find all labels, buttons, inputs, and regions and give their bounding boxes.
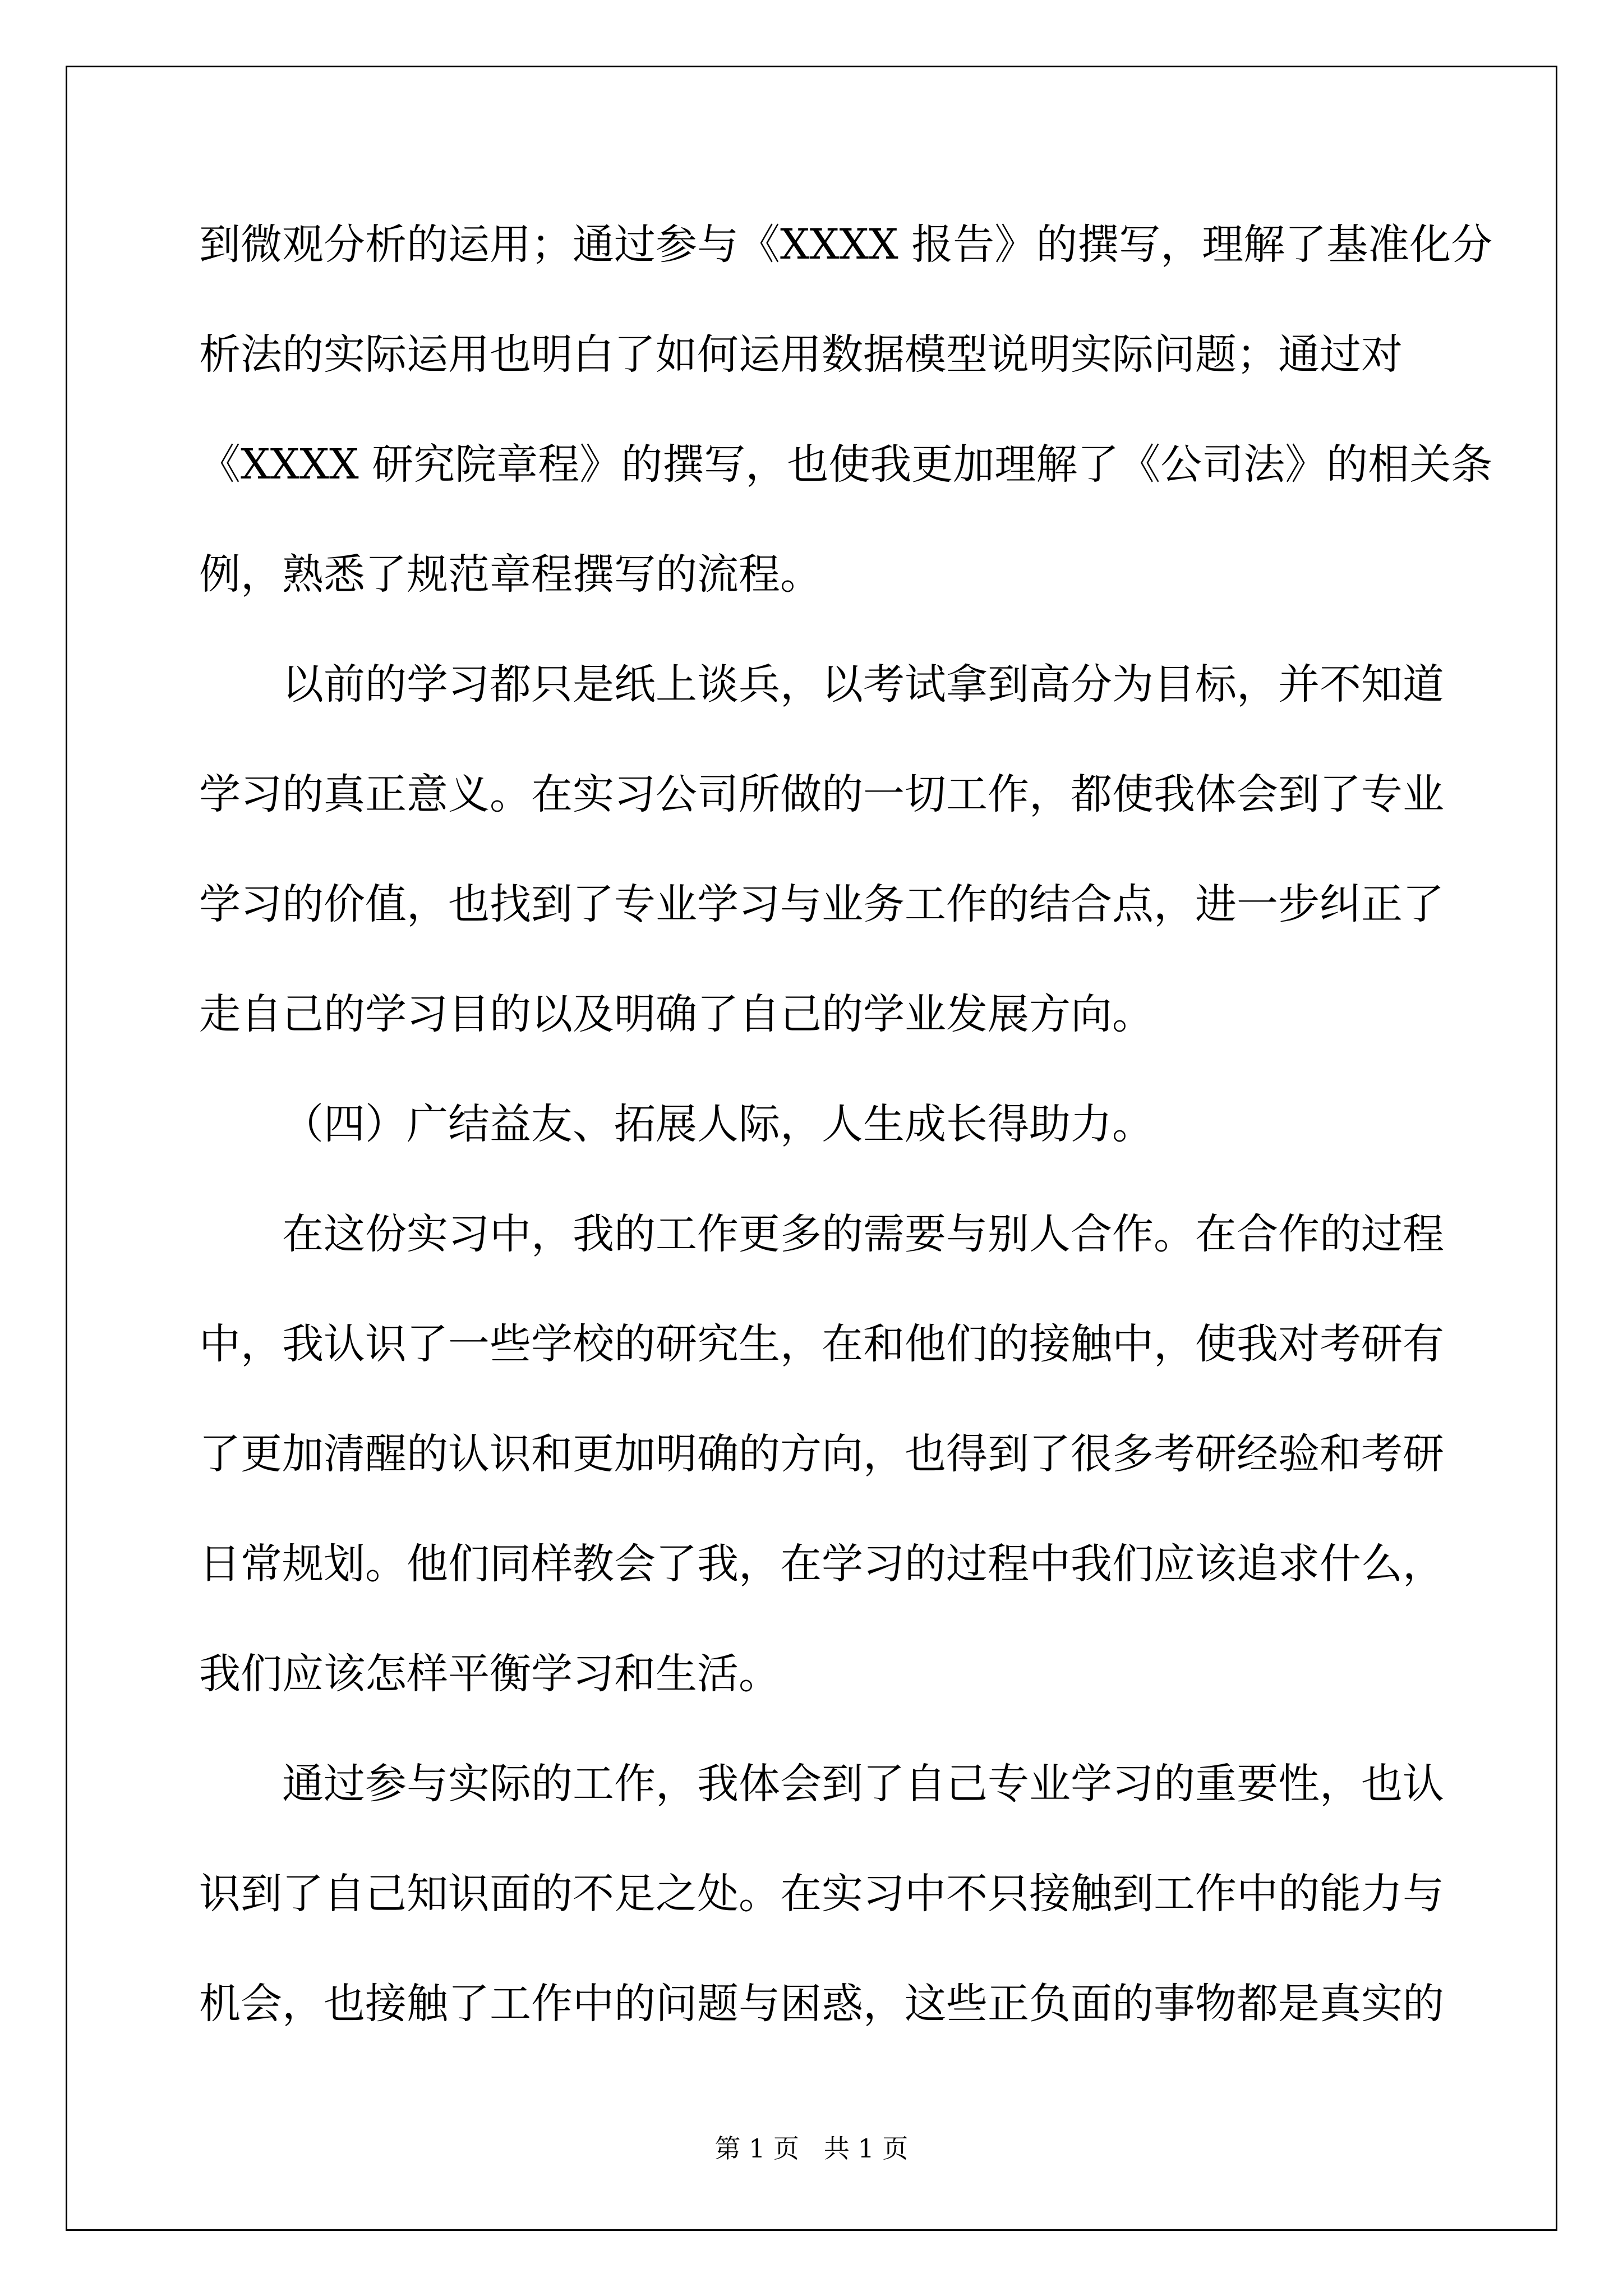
- text-line: 走自己的学习目的以及明确了自己的学业发展方向。: [199, 990, 1154, 1038]
- text-line: 通过参与实际的工作，我体会到了自己专业学习的重要性，也认: [282, 1760, 1444, 1808]
- text-line: （四）广结益友、拓展人际，人生成长得助力。: [282, 1100, 1154, 1148]
- page-footer: 第 1 页 共 1 页: [714, 2133, 909, 2164]
- text-line: 到微观分析的运用；通过参与《XXXX 报告》的撰写，理解了基准化分: [199, 220, 1493, 269]
- text-line: 了更加清醒的认识和更加明确的方向，也得到了很多考研经验和考研: [199, 1430, 1444, 1478]
- text-line: 以前的学习都只是纸上谈兵，以考试拿到高分为目标，并不知道: [282, 660, 1444, 708]
- text-line: 学习的价值，也找到了专业学习与业务工作的结合点，进一步纠正了: [199, 880, 1444, 928]
- text-line: 《XXXX 研究院章程》的撰写，也使我更加理解了《公司法》的相关条: [199, 440, 1493, 489]
- text-line: 日常规划。他们同样教会了我，在学习的过程中我们应该追求什么，: [199, 1540, 1444, 1588]
- text-line: 在这份实习中，我的工作更多的需要与别人合作。在合作的过程: [282, 1210, 1444, 1258]
- text-line: 识到了自己知识面的不足之处。在实习中不只接触到工作中的能力与: [199, 1870, 1444, 1918]
- text-line: 机会，也接触了工作中的问题与困惑，这些正负面的事物都是真实的: [199, 1980, 1444, 2028]
- text-line: 析法的实际运用也明白了如何运用数据模型说明实际问题；通过对: [199, 330, 1403, 379]
- text-line: 中，我认识了一些学校的研究生，在和他们的接触中，使我对考研有: [199, 1320, 1444, 1368]
- document-body: [199, 217, 1493, 2086]
- text-line: 学习的真正意义。在实习公司所做的一切工作，都使我体会到了专业: [199, 770, 1444, 818]
- text-line: 我们应该怎样平衡学习和生活。: [199, 1650, 780, 1698]
- text-line: 例，熟悉了规范章程撰写的流程。: [199, 550, 822, 599]
